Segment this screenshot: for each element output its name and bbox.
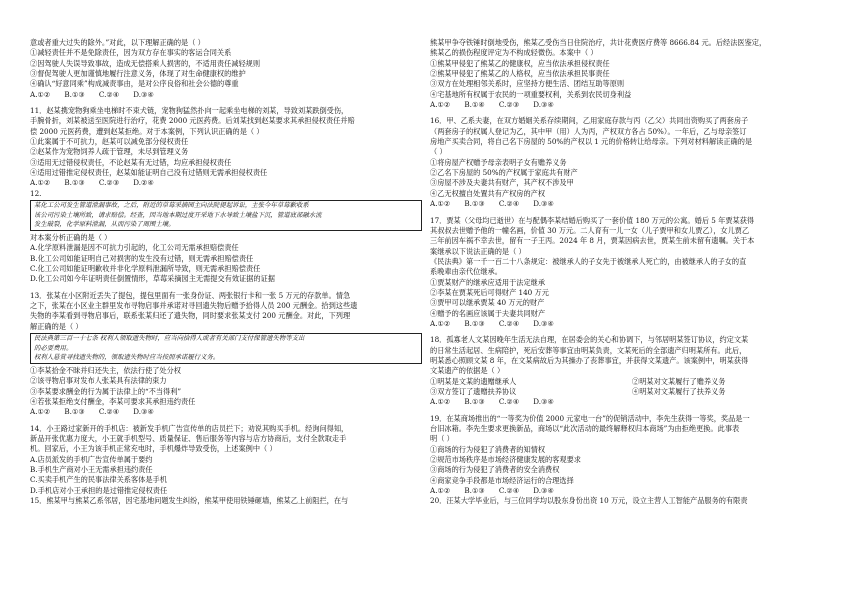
material-box: [30, 200, 422, 231]
answer-item: ①将房屋产权赠予母亲表明子女有赡养义务: [430, 157, 567, 167]
material-box: [30, 333, 422, 364]
answer-item: A.化学原料泄漏是因不可抗力引起的，化工公司无需承担赔偿责任: [30, 243, 239, 253]
answer-item: ④商家竞争手段都是市场经济运行的合理选择: [430, 475, 574, 485]
answer-options: [430, 199, 834, 209]
answer-item-pair: [430, 377, 834, 387]
material-line: 发生破裂，化学原料泄漏，从而污染了周围土壤。: [34, 220, 175, 229]
question-line: （两套房子的权属人登记为乙，其中甲（用）人为丙，产权双方各占 50%）。一年后，乙与母亲签订: [430, 126, 747, 136]
answer-item: ①明某是文某的遗赠继承人: [430, 376, 517, 386]
answer-options: [430, 397, 834, 407]
option-a: A.①②: [30, 407, 51, 417]
answer-options: [30, 178, 422, 188]
question-15-head: [30, 496, 422, 506]
answer-item: ①减轻责任并不是免除责任，因为双方存在事实的客运合同关系: [30, 48, 232, 58]
answer-item: A.店员派发的手机广告宣传单属于要约: [30, 454, 153, 464]
answer-item: ④确认“好意同乘”构成减责事由，是对公序良俗和社会公德的尊重: [30, 79, 239, 89]
answer-item: ②乙名下房屋的 50%的产权属于家庭共有财产: [430, 168, 578, 178]
question-18: [430, 335, 834, 407]
answer-item: ④乙无权擅自处置共有产权房的产权: [430, 188, 546, 198]
question-line: 明（ ）: [430, 434, 454, 444]
option-d: D.③④: [533, 397, 554, 407]
option-a: A.①②: [30, 89, 51, 99]
question-line: 13．张某在小区附近丢失了提包，提包里面有一张身份证、两张银行卡和一张 5 万元的存款单。情急: [30, 290, 351, 300]
answer-item: ①此案属于不可抗力，赵某可以减免部分侵权责任: [30, 137, 189, 147]
option-c: C.②③: [98, 178, 120, 188]
question-15-tail: [430, 38, 834, 110]
question-line: 新品开张优惠力度大，小王就手机型号、质量保证、售后服务等内容与店方协商后，支付全款取走手: [30, 433, 347, 443]
option-b: B.①③: [64, 407, 85, 417]
option-a: A.①②: [430, 100, 451, 110]
option-d: D.③④: [533, 100, 554, 110]
answer-options: [430, 486, 834, 496]
question-line: 其叔叔去世赠予他的一幢名画，价值 30 万元。二人育有一儿一女（儿子贾甲和女儿贾乙），女儿贾乙: [430, 225, 750, 235]
question-line: 机。回家后，小王为该手机正常充电时，手机爆炸导致受伤，上述案例中（ ）: [30, 444, 277, 454]
material-line: 某化工公司发生管道泄漏事故，之后，附近的草莓采摘园主向法院提起诉讼，主张今年草莓歉收系: [34, 201, 309, 210]
answer-item: ③双方签订了遗赠扶养协议: [430, 387, 517, 396]
material-line: 权利人悬赏寻找遗失物的，领取遗失物时应当按照承诺履行义务。: [34, 353, 220, 362]
question-line: 18．孤寡老人文某因晚年生活无法自理，在居委会的关心和协调下，与邻居明某签订协议，约定文某: [430, 335, 749, 345]
option-d: D.③④: [533, 486, 554, 496]
question-line: 熊某甲争夺铁锤时倒地受伤，熊某乙受伤当日住院治疗，共计花费医疗费等 8666.84 元。后经法医鉴定，: [430, 38, 767, 47]
question-line: 16．甲、乙系夫妻，在双方婚姻关系存续期间，乙用家庭存款与丙（乙父）共同出资购买了两套房子: [430, 116, 749, 126]
answer-item: ④适用过错推定侵权责任，赵某如能证明自己没有过错则无需承担侵权责任: [30, 168, 268, 178]
question-11: [30, 106, 422, 189]
option-c: C.②③: [498, 100, 520, 110]
answer-item: ③督促驾驶人更加谨慎地履行注意义务，体现了对生命健康权的维护: [30, 69, 246, 79]
option-b: B.①③: [64, 89, 85, 99]
question-12: [30, 189, 422, 285]
option-a: A.①②: [430, 318, 451, 328]
question-16: [430, 116, 834, 209]
question-19: [430, 414, 834, 497]
question-line: 19．在某商场推出的“一等奖为价值 2000 元家电一台”的促销活动中，李先生获得一等奖，奖品是一: [430, 413, 750, 423]
option-c: C.②④: [498, 199, 520, 209]
question-number: 12.: [30, 188, 42, 198]
answer-item: ③贾甲可以继承贾某 40 万元的财产: [430, 298, 545, 308]
option-d: D.③④: [133, 89, 154, 99]
answer-item: ②因驾驶人失误导致事故，造成无偿搭乘人损害的，不适用责任减轻规则: [30, 58, 261, 68]
question-17: [430, 216, 834, 330]
answer-item-pair: [430, 387, 834, 397]
answer-item: ②规范市场秩序是市场经济健康发展的客观要求: [430, 455, 581, 465]
option-a: A.①②: [430, 486, 451, 496]
answer-item: C.化工公司如能证明歉收并非化学原料泄漏所导致，则无需承担赔偿责任: [30, 263, 261, 273]
answer-item: ①熊某甲侵犯了熊某乙的健康权，应当依法承担侵权责任: [430, 58, 610, 68]
option-b: B.①③: [464, 318, 485, 328]
answer-options: [430, 100, 834, 110]
material-line: 民法典第三百一十七条 权利人领取遗失物时，应当向拾得人或者有关部门支付保管遗失物等支出: [34, 334, 305, 343]
question-line: 文某遗产的依据是（ ）: [430, 366, 505, 376]
question-line: 11．赵某携宠物狗乘坐电梯时不束犬链，宠物狗猛然扑向一起乘坐电梯的刘某，导致刘某跌倒受伤，: [30, 106, 349, 116]
question-line: （ ）: [430, 147, 447, 157]
material-line: 的必要费用。: [34, 343, 73, 352]
option-d: D.③④: [533, 318, 554, 328]
option-b: B.①③: [64, 178, 85, 188]
answer-item: ①李某拾金不昧并归还失主，依法行使了处分权: [30, 365, 181, 375]
answer-item: ④若张某拒绝支付酬金，李某可要求其承担违约责任: [30, 396, 196, 406]
option-d: D.②④: [133, 178, 154, 188]
answer-item: ②赵某作为宠物饲养人疏于管理，未尽到管理义务: [30, 147, 189, 157]
question-line: 房地产买卖合同，将自己名下房屋的 50%的产权以 1 元的价格转让给母亲。下列对材料解读正确的是: [430, 137, 753, 147]
question-line: 偿 2000 元医药费，遭到赵某拒绝。对于本案例，下列认识正确的是（ ）: [30, 126, 264, 136]
question-line: 三年前因车祸不幸去世，留有一子王丙。2024 年 8 月，贾某因病去世，贾某生前未留有遗嘱。关于本: [430, 236, 755, 246]
option-a: A.①②: [430, 397, 451, 407]
question-line: 对本案分析正确的是（ ）: [30, 232, 112, 242]
question-line: 手腕骨折，刘某被送至医院进行治疗，花费 2000 元医药费。后刘某找到赵某要求其承担侵权责任并赔: [30, 116, 355, 126]
option-d: D.③④: [533, 199, 554, 209]
option-c: C.②④: [498, 318, 520, 328]
answer-item: ②熊某甲侵犯了熊某乙的人格权，应当依法承担民事责任: [430, 69, 610, 79]
answer-item: B.手机生产商对小王无需承担违约责任: [30, 464, 153, 474]
answer-item: ①贾某财产的继承应适用于法定继承: [430, 277, 546, 287]
answer-item: ④宅基地所有权属于农民的一项重要权利，关系到农民切身利益: [430, 89, 632, 99]
question-line: 之下，张某在小区业主群里发布寻物启事并承诺对寻回遗失物后赠予拾得人员 200 元酬金。拾到这些遗: [30, 301, 358, 310]
answer-item: ④赠予的名画应该属于夫妻共同财产: [430, 308, 546, 318]
answer-item: D.手机店对小王承担的是过错推定侵权责任: [30, 485, 168, 495]
option-c: C.②④: [498, 397, 520, 407]
option-b: B.①③: [464, 486, 485, 496]
answer-item: ④明某对文某履行了扶养义务: [632, 387, 726, 396]
answer-item: ①商场的行为侵犯了消费者的知情权: [430, 444, 546, 454]
question-line: 明某悉心照顾文某 8 年，在文某病故后为其操办了丧葬事宜，并获得文某遗产。该案例中，明某获得: [430, 355, 749, 365]
question-line: 系晚辈由亲代位继承。: [430, 267, 502, 277]
question-line: 17．贾某（父母均已逝世）在与配偶李某结婚后购买了一套价值 180 万元的公寓。婚后 5 年贾某获得: [430, 215, 755, 225]
answer-item: B.化工公司如能证明自己对损害的发生没有过错，则无需承担赔偿责任: [30, 253, 254, 263]
answer-item: ③双方在处理相邻关系时，应坚持方便生活、团结互助等原则: [430, 79, 625, 89]
option-c: C.②④: [498, 486, 520, 496]
question-line: 的日常生活起居、生病陪护，死后安葬等事宜由明某负责，文某死后的全部遗产归明某所有。此后，: [430, 345, 747, 355]
answer-item: ③房屋不涉及夫妻共有财产，其产权不涉及甲: [430, 178, 574, 188]
answer-item: ②明某对文某履行了赡养义务: [632, 376, 726, 386]
option-a: A.①②: [30, 178, 51, 188]
answer-item: ②该寻物启事对发布人张某具有法律的束力: [30, 376, 167, 386]
answer-options: [430, 319, 834, 329]
option-b: B.①③: [464, 199, 485, 209]
question-line: 熊某乙的损伤程度评定为不构成轻微伤。本案中（ ）: [430, 48, 598, 58]
answer-item: ③李某要求酬金的行为属于法律上的“不当得利”: [30, 386, 182, 396]
option-b: B.①④: [464, 100, 485, 110]
option-a: A.①②: [430, 199, 451, 209]
option-d: D.③④: [133, 407, 154, 417]
answer-item: C.买卖手机产生的民事法律关系客体是手机: [30, 475, 167, 485]
question-13: [30, 291, 422, 418]
question-line: 14．小王路过家新开的手机店：被新发手机广告宣传单的店员拦下；劝说其购买手机。经询问得知，: [30, 423, 349, 433]
question-line: 失物的李某看到寻物启事后，联系张某归还了遗失物，同时要求张某支付 200 元酬金。对此，下列理: [30, 311, 351, 321]
question-line: 意或者重大过失的除外。”对此，以下理解正确的是（ ）: [30, 38, 205, 47]
question-line: 台旧冰箱。李先生要求更换新品，商场以“此次活动的最终解释权归本商场”为由拒绝更换。此事表: [430, 424, 740, 434]
answer-item: ②李某在贾某死后可得财产 140 万元: [430, 287, 549, 297]
option-c: C.②④: [98, 407, 120, 417]
question-line: 20．汪某大学毕业后，与三位同学均以股东身份出资 10 万元，设立主营人工智能产品服务的有限责: [430, 496, 748, 506]
option-b: B.①③: [464, 397, 485, 407]
question-14: [30, 424, 422, 496]
material-line: 该公司污染土壤所致，请求赔偿。经查，因当地本期过度开采地下水导致土壤盐下沉，管道底部融水流: [34, 210, 322, 219]
question-10-tail: [30, 38, 422, 100]
left-column: [30, 38, 422, 506]
answer-options: [30, 407, 422, 417]
answer-item: ③适用无过错侵权责任，不论赵某有无过错，均应承担侵权责任: [30, 157, 232, 167]
answer-item: D.化工公司如今年证明责任倒置情形，草莓采摘园主无需提交有效证据的证据: [30, 274, 275, 284]
option-c: C.②④: [98, 89, 120, 99]
right-column: [430, 38, 834, 507]
question-line: 案继承以下说法正确的是（ ）: [430, 246, 526, 256]
question-20-head: [430, 496, 834, 506]
question-line: 解正确的是（ ）: [30, 321, 83, 331]
question-line: 15．熊某甲与熊某乙系邻居，因宅基地问题发生纠纷，熊某甲使用铁锤砸墙，熊某乙上前阻拦，在与: [30, 495, 349, 505]
answer-item: ③商场的行为侵犯了消费者的安全消费权: [430, 465, 560, 475]
question-line: 《民法典》第一千一百二十八条规定：被继承人的子女先于被继承人死亡的，由被继承人的子女的直: [430, 256, 747, 266]
answer-options: [30, 90, 422, 100]
